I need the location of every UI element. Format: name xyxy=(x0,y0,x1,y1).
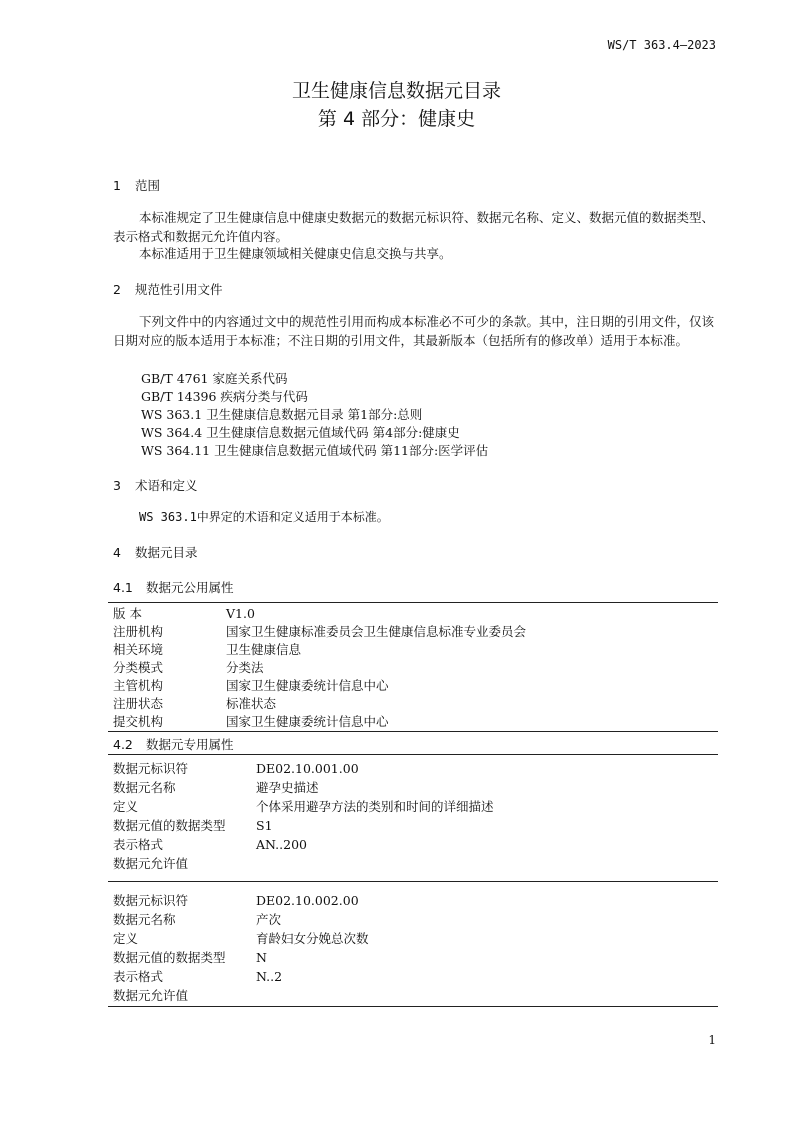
table-row xyxy=(113,835,307,854)
reference-item: WS 364.11 卫生健康信息数据元值域代码 第11部分:医学评估 xyxy=(141,443,489,458)
attr-key: 数据元名称 xyxy=(113,912,176,927)
table-row xyxy=(113,676,389,695)
table-rule xyxy=(108,1006,718,1007)
paragraph: 下列文件中的内容通过文中的规范性引用而构成本标准必不可少的条款。其中，注日期的引用文件，仅该日期对应的版本适用于本标准；不注日期的引用文件，其最新版本（包括所有的修改单）适用于本标准。 xyxy=(113,314,715,348)
section-title: 规范性引用文件 xyxy=(135,282,223,297)
attr-key: 注册状态 xyxy=(113,696,164,711)
section-title: 数据元目录 xyxy=(135,545,198,560)
section-title: 数据元专用属性 xyxy=(146,737,234,752)
attr-key: 数据元值的数据类型 xyxy=(113,950,226,965)
attr-key: 表示格式 xyxy=(113,837,164,852)
subsection-heading-4-2 xyxy=(113,735,234,753)
table-row xyxy=(113,640,301,659)
attr-key: 主管机构 xyxy=(113,678,164,693)
reference-item: GB/T 14396 疾病分类与代码 xyxy=(141,389,308,404)
page-number: 1 xyxy=(708,1033,716,1047)
section-heading-1 xyxy=(113,176,160,194)
attr-key: 数据元值的数据类型 xyxy=(113,818,226,833)
attr-value: 分类法 xyxy=(226,660,264,675)
paragraph: WS 363.1中界定的术语和定义适用于本标准。 xyxy=(139,510,389,524)
attr-value: N..2 xyxy=(256,969,283,984)
attr-value: 国家卫生健康委统计信息中心 xyxy=(226,678,389,693)
attr-value: 卫生健康信息 xyxy=(226,642,302,657)
attr-value: DE02.10.002.00 xyxy=(256,893,359,908)
table-row xyxy=(113,929,369,948)
attr-value: 国家卫生健康委统计信息中心 xyxy=(226,714,389,729)
attr-key: 提交机构 xyxy=(113,714,164,729)
attr-value: DE02.10.001.00 xyxy=(256,761,359,776)
attr-value: V1.0 xyxy=(226,606,255,621)
section-heading-2 xyxy=(113,280,223,298)
table-row xyxy=(113,816,273,835)
table-row xyxy=(113,948,267,967)
table-row xyxy=(113,986,256,1005)
section-heading-3 xyxy=(113,476,198,494)
attr-key: 数据元标识符 xyxy=(113,761,189,776)
attr-key: 数据元允许值 xyxy=(113,856,189,871)
table-row xyxy=(113,694,276,713)
attr-key: 注册机构 xyxy=(113,624,164,639)
section-title: 范围 xyxy=(135,178,161,193)
table-row xyxy=(113,967,282,986)
table-row xyxy=(113,797,494,816)
attr-value: S1 xyxy=(256,818,273,833)
table-row xyxy=(113,712,389,731)
document-title: 卫生健康信息数据元目录 xyxy=(291,80,501,102)
attr-value: 个体采用避孕方法的类别和时间的详细描述 xyxy=(256,799,494,814)
subsection-heading-4-1 xyxy=(113,578,234,596)
section-number: 2 xyxy=(113,282,121,297)
paragraph: 本标准适用于卫生健康领域相关健康史信息交换与共享。 xyxy=(139,246,452,261)
attr-value: 避孕史描述 xyxy=(256,780,319,795)
section-heading-4 xyxy=(113,543,198,561)
attr-key: 数据元名称 xyxy=(113,780,176,795)
attr-key: 表示格式 xyxy=(113,969,164,984)
attr-value: N xyxy=(256,950,267,965)
table-row xyxy=(113,759,359,778)
table-rule xyxy=(108,881,718,882)
section-number: 1 xyxy=(113,178,121,193)
section-number: 4 xyxy=(113,545,121,560)
section-number: 3 xyxy=(113,478,121,493)
attr-value: AN..200 xyxy=(256,837,307,852)
reference-item: GB/T 4761 家庭关系代码 xyxy=(141,371,288,386)
standard-code: WS/T 363.4—2023 xyxy=(607,38,716,52)
attr-key: 定义 xyxy=(113,799,139,814)
table-rule xyxy=(108,602,718,603)
section-number: 4.1 xyxy=(113,580,133,595)
table-row xyxy=(113,910,281,929)
attr-key: 数据元允许值 xyxy=(113,988,189,1003)
section-title: 术语和定义 xyxy=(135,478,198,493)
attr-key: 相关环境 xyxy=(113,642,164,657)
section-title: 数据元公用属性 xyxy=(146,580,234,595)
section-number: 4.2 xyxy=(113,737,133,752)
attr-key: 版 本 xyxy=(113,606,142,621)
table-rule xyxy=(108,754,718,755)
table-row xyxy=(113,778,319,797)
attr-value: 育龄妇女分娩总次数 xyxy=(256,931,369,946)
table-rule xyxy=(108,731,718,732)
attr-key: 定义 xyxy=(113,931,139,946)
attr-key: 分类模式 xyxy=(113,660,164,675)
table-row xyxy=(113,658,264,677)
table-row xyxy=(113,854,256,873)
document-subtitle: 第 4 部分：健康史 xyxy=(317,108,476,130)
table-row xyxy=(113,604,255,623)
reference-item: WS 364.4 卫生健康信息数据元值域代码 第4部分:健康史 xyxy=(141,425,460,440)
table-row xyxy=(113,891,359,910)
attr-value: 产次 xyxy=(256,912,282,927)
attr-value: 标准状态 xyxy=(226,696,277,711)
table-row xyxy=(113,622,526,641)
paragraph: 本标准规定了卫生健康信息中健康史数据元的数据元标识符、数据元名称、定义、数据元值的数据类型、表示格式和数据元允许值内容。 xyxy=(113,210,715,244)
reference-item: WS 363.1 卫生健康信息数据元目录 第1部分:总则 xyxy=(141,407,423,422)
attr-key: 数据元标识符 xyxy=(113,893,189,908)
attr-value: 国家卫生健康标准委员会卫生健康信息标准专业委员会 xyxy=(226,624,527,639)
